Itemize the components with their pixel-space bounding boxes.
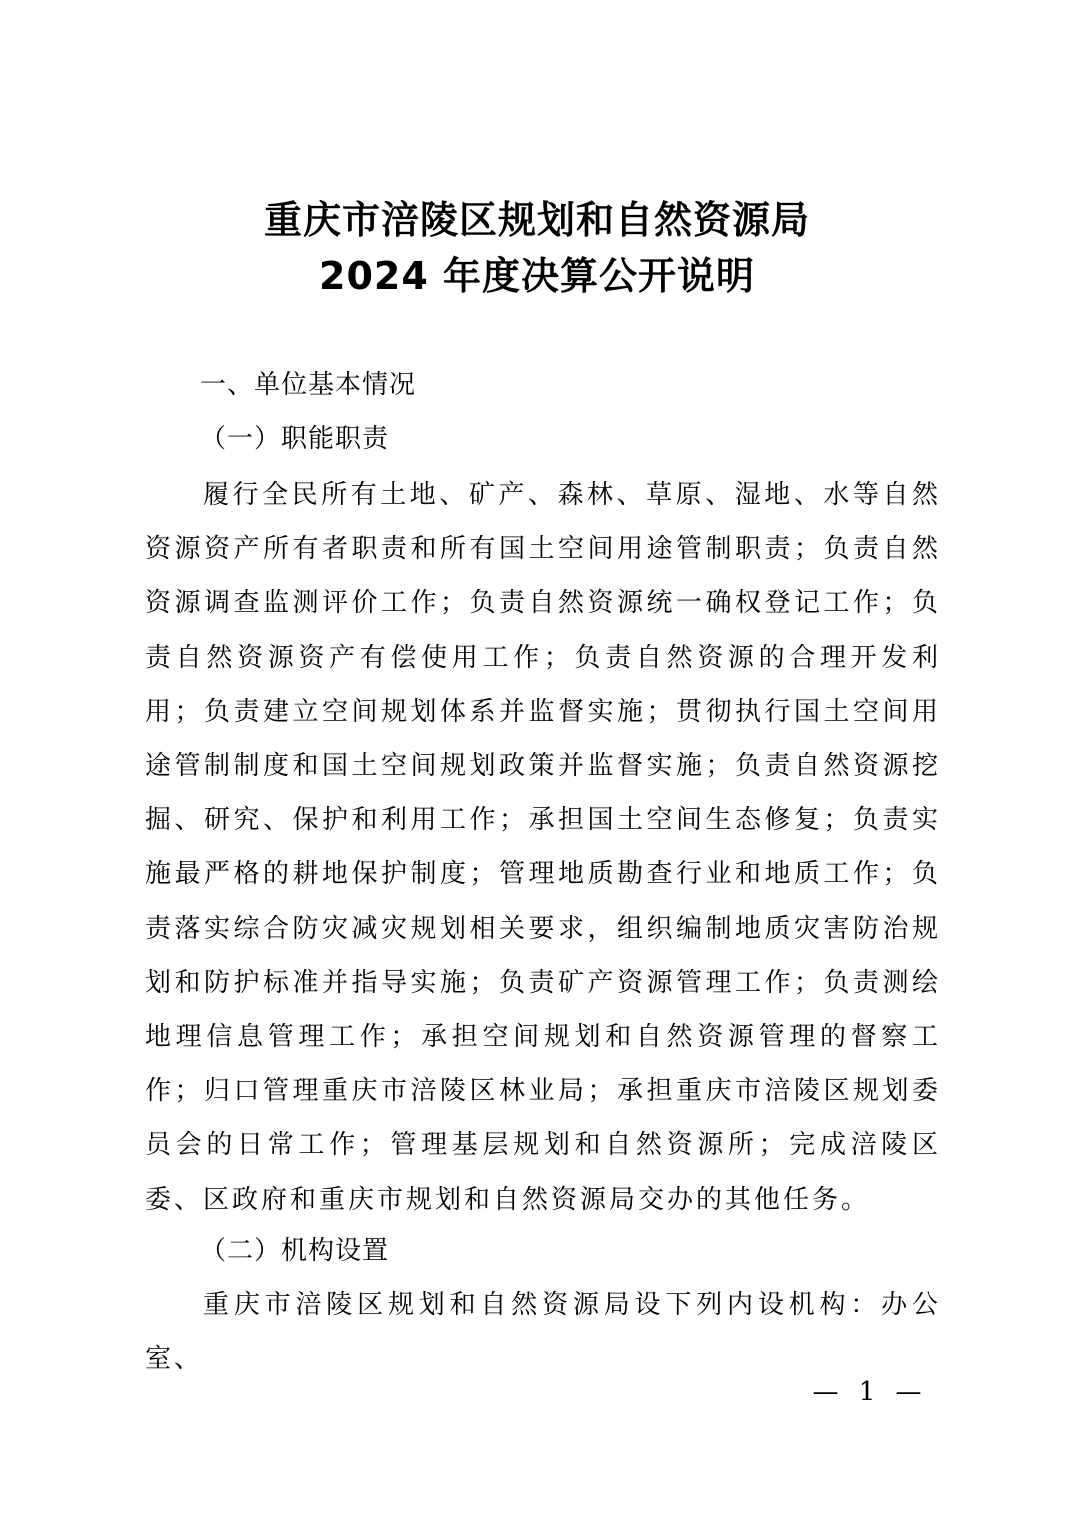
subsection-heading-functions: （一）职能职责 <box>200 424 390 454</box>
section-heading-basic-info: 一、单位基本情况 <box>200 370 417 400</box>
document-title-line2: 2024 年度决算公开说明 <box>319 254 755 298</box>
paragraph-organization: 重庆市涪陵区规划和自然资源局设下列内设机构：办公室、 <box>145 1290 941 1375</box>
paragraph-functions: 履行全民所有土地、矿产、森林、草原、湿地、水等自然资源资产所有者职责和所有国土空间用途管制职责；负责自然资源调查监测评价工作；负责自然资源统一确权登记工作；负责自然资源资产有偿使用工作；负责自然资源的合理开发利用；负责建立空间规划体系并监督实施；贯彻执行国土空间用途管制制度和国土空间规划政策并监督实施；负责自然资源挖掘、研究、保护和利用工作；承担国土空间生态修复；负责实施最严格的耕地保护制度；管理地质勘查行业和地质工作；负责落实综合防灾减灾规划相关要求，组织编制地质灾害防治规划和防护标准并指导实施；负责矿产资源管理工作；负责测绘地理信息管理工作；承担空间规划和自然资源管理的督察工作；归口管理重庆市涪陵区林业局；承担重庆市涪陵区规划委员会的日常工作；管理基层规划和自然资源所；完成涪陵区委、区政府和重庆市规划和自然资源局交办的其他任务。 <box>145 480 941 1215</box>
document-title-line1: 重庆市涪陵区规划和自然资源局 <box>263 198 810 242</box>
subsection-heading-organization: （二）机构设置 <box>200 1236 390 1266</box>
page-number: — 1 — <box>812 1377 928 1407</box>
